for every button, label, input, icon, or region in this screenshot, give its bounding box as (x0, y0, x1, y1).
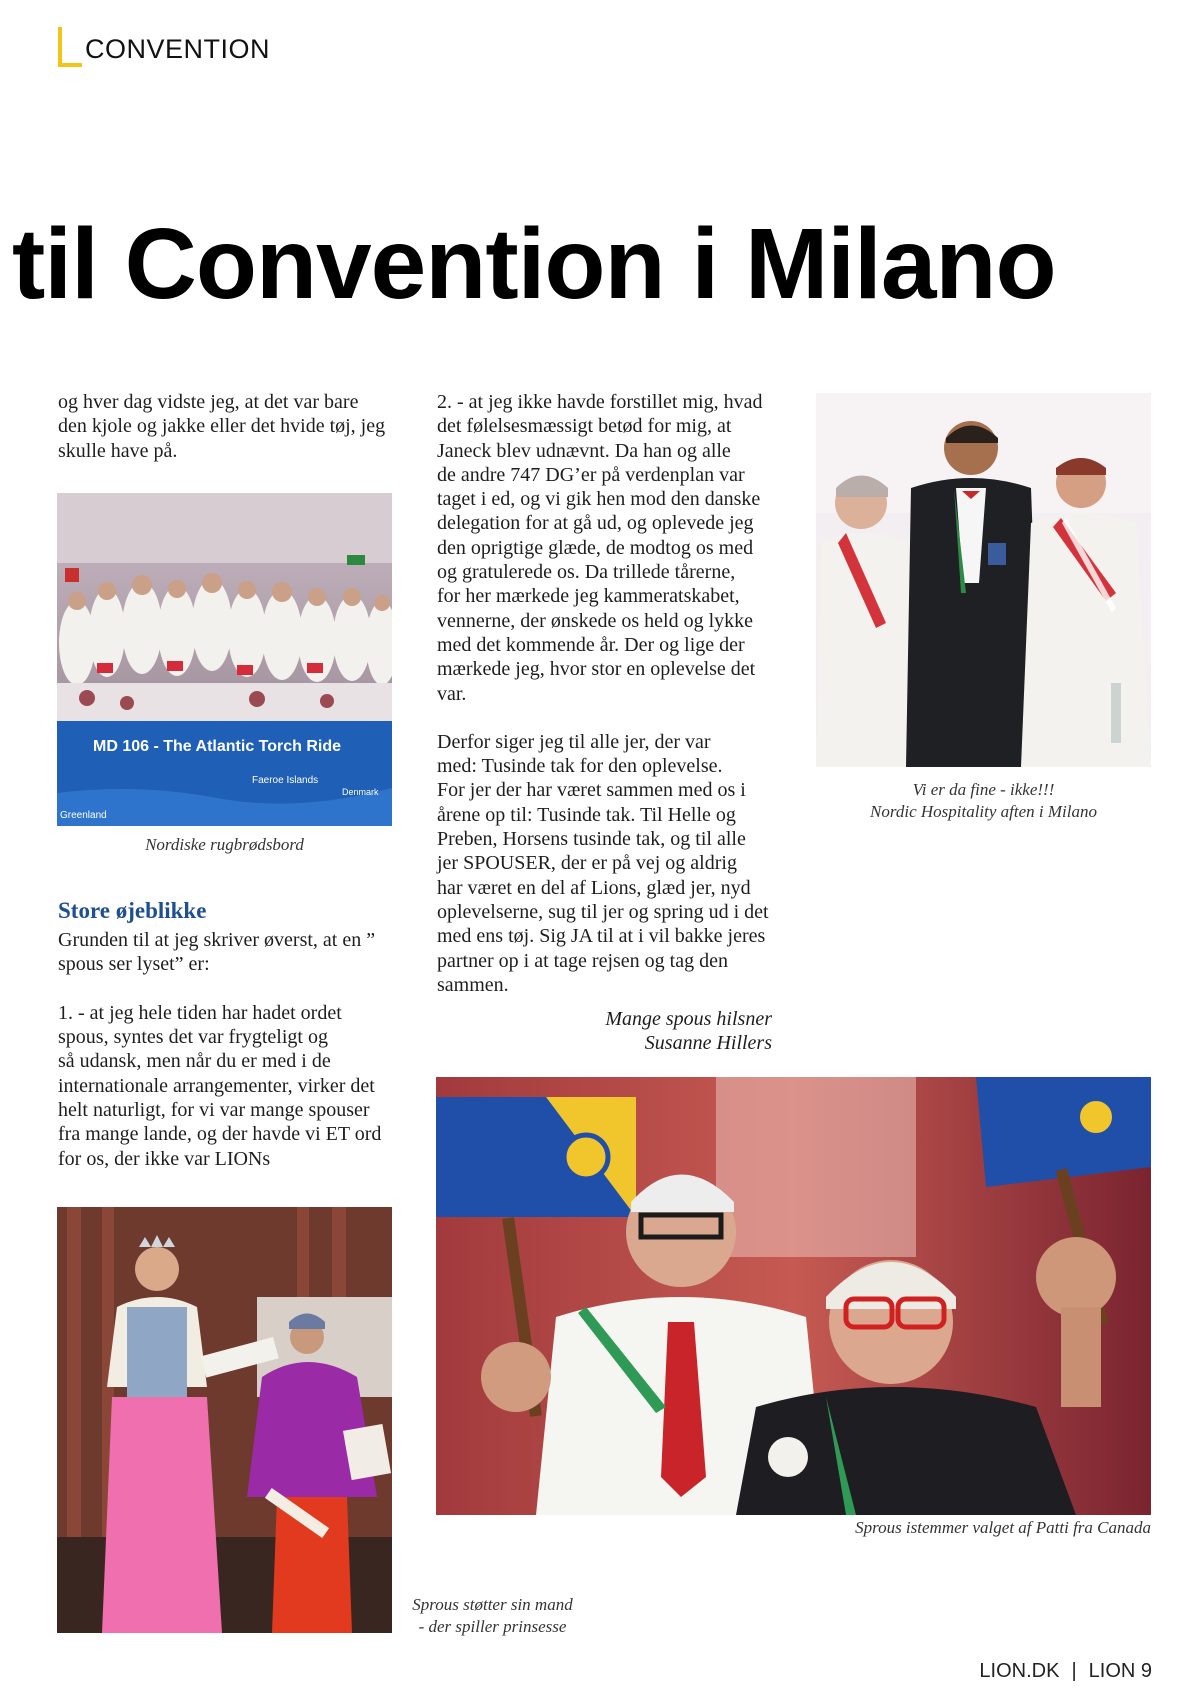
signature-block (560, 1007, 772, 1055)
trio-caption-line1: Vi er da fine - ikke!!! (912, 780, 1055, 799)
trio-photo (816, 393, 1151, 767)
buffet-caption: Nordiske rugbrødsbord (145, 835, 304, 854)
section-subheading: Store øjeblikke (58, 898, 207, 923)
column2-paragraph2: Derfor siger jeg til alle jer, der var med: Tusinde tak for den oplevelse. For jer der har været sammen med os i årene op til: Tusinde tak. Til Helle og Preben, Horsens tusinde tak, og til alle jer SPOUSER, der er på vej og aldrig har været en del af Lions, glæd jer, nyd oplevelserne, sug til jer og spring ud i det med ens tøj. Sig JA til at i vil bakke jeres partner op i at tage rejsen og tag den sammen. (437, 730, 769, 996)
column1-body-paragraph: Grunden til at jeg skriver øverst, at en ” spous ser lyset” er: 1. - at jeg hele tiden har hadet ordet spous, syntes det var frygteligt og så udansk, men når du er med i de internationale arrangementer, virker det helt naturligt, for vi var mange spouser fra mange lande, og der havde vi ET ord for os, der ikke var LIONs (58, 929, 382, 1170)
princess-photo-image (57, 1207, 392, 1633)
footer-separator: | (1071, 1660, 1077, 1682)
crowd-photo-image (436, 1077, 1151, 1515)
crowd-caption: Sprous istemmer valget af Patti fra Canada (855, 1518, 1151, 1537)
column2-paragraph1: 2. - at jeg ikke havde forstillet mig, hvad det følelsesmæssigt betød for mig, at Janeck blev udnævnt. Da han og alle de andre 747 DG’er på verdenplan var taget i ed, og vi gik hen mod den danske delegation for at gå ud, og oplevede jeg den oprigtige glæde, de modtog os med og gratulerede os. Da trillede tårerne, for her mærkede jeg kammeratskabet, vennerne, der ønskede os held og lykke med det kommende år. Der og lige der mærkede jeg, hvor stor en oplevelse det var. (437, 391, 763, 705)
footer-page-number: LION 9 (1088, 1660, 1152, 1682)
princess-caption-line1: Sprous støtter sin mand (412, 1595, 573, 1614)
buffet-photo-image (57, 493, 392, 826)
column1-intro-block (58, 390, 398, 463)
princess-caption (400, 1594, 585, 1638)
column1-body-block (58, 928, 398, 1171)
buffet-map-label-faeroe: Faeroe Islands (252, 775, 319, 786)
footer-site: LION.DK (979, 1660, 1060, 1682)
princess-caption-line2: - der spiller prinsesse (418, 1617, 567, 1636)
crowd-photo (436, 1077, 1151, 1515)
page-footer (979, 1660, 1152, 1683)
trio-caption-line2: Nordic Hospitality aften i Milano (870, 802, 1097, 821)
page-headline: til Convention i Milano (12, 208, 1056, 320)
buffet-photo (57, 493, 392, 826)
trio-caption (816, 779, 1151, 823)
buffet-map-label-greenland: Greenland (60, 810, 107, 821)
buffet-banner-text: MD 106 - The Atlantic Torch Ride (93, 738, 342, 755)
column2-text-block (437, 390, 782, 997)
column1-intro-paragraph: og hver dag vidste jeg, at det var bare den kjole og jakke eller det hvide tøj, jeg skulle have på. (58, 391, 386, 462)
trio-photo-image (816, 393, 1151, 767)
section-label: CONVENTION (85, 34, 271, 64)
signature-author: Susanne Hillers (644, 1032, 772, 1054)
buffet-map-label-denmark: Denmark (342, 787, 379, 797)
princess-photo (57, 1207, 392, 1633)
signature-greeting: Mange spous hilsner (605, 1008, 772, 1030)
section-accent-bracket (58, 27, 82, 67)
